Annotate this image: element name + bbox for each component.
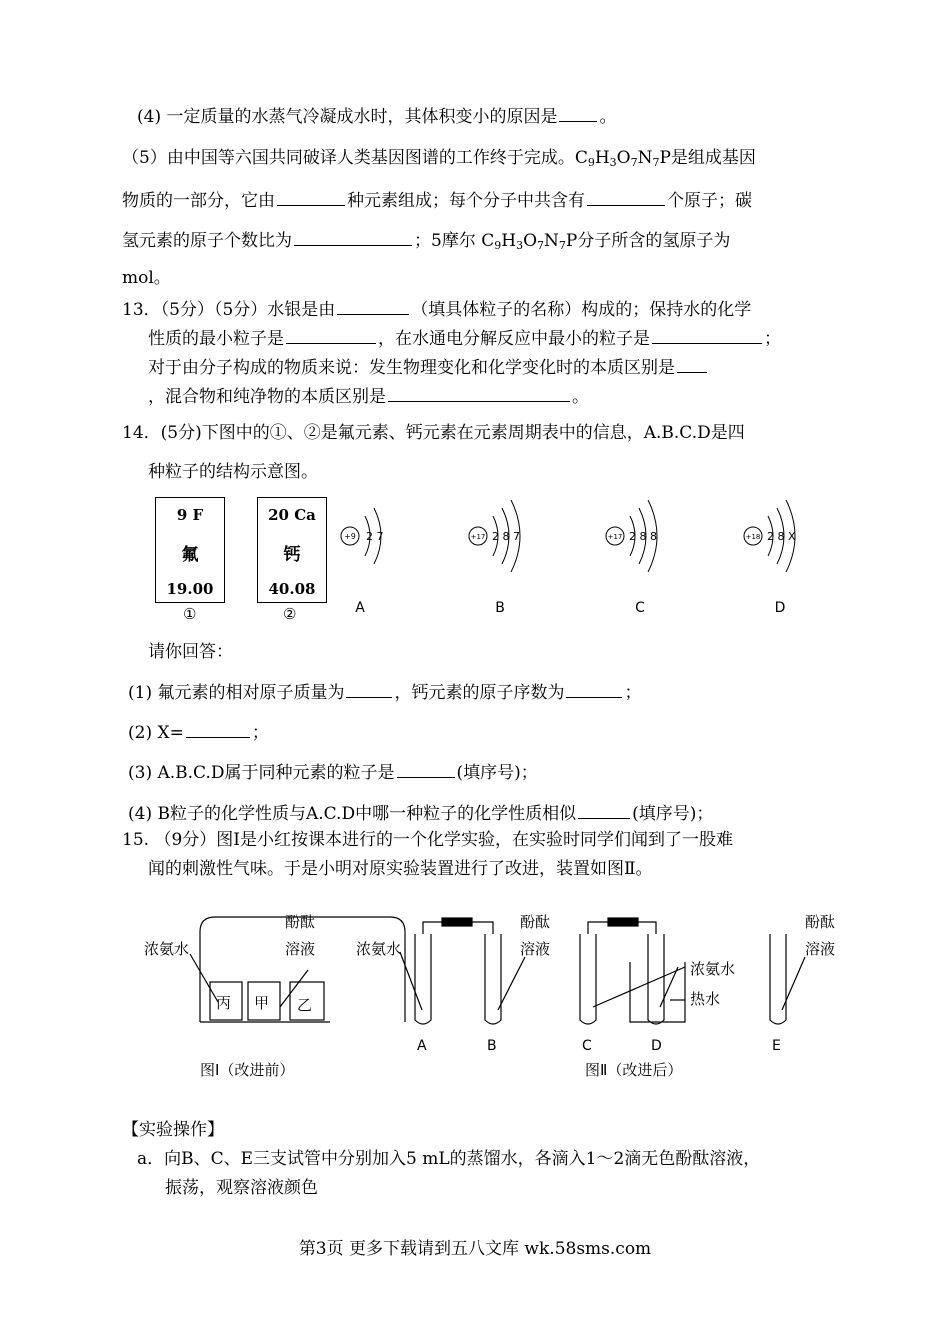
q15-op-a-line1: a．向B、C、E三支试管中分别加入5 mL的蒸馏水，各滴入1～2滴无色酚酞溶液， — [137, 1149, 761, 1169]
tube-B — [485, 934, 501, 1024]
shells-D: 2 8 X — [767, 530, 796, 543]
nucleus-C: +17 — [607, 533, 623, 541]
q15-op-title: 【实验操作】 — [122, 1120, 224, 1140]
q14-line2: 种粒子的结构示意图。 — [148, 462, 318, 482]
tube-C — [580, 934, 596, 1024]
fig2-caption: 图Ⅱ（改进后） — [585, 1061, 683, 1079]
fig1-bing: 丙 — [216, 994, 232, 1012]
q13-line1: 13．（5分）（5分）水银是由 （填具体粒子的名称）构成的；保持水的化学 — [122, 296, 751, 322]
element-mass: 19.00 — [166, 580, 214, 598]
q15-line2: 闻的刺激性气味。于是小明对原实验装置进行了改进，装置如图Ⅱ。 — [148, 859, 653, 879]
answer-blank[interactable] — [397, 759, 455, 778]
q14-sub4: (4) B粒子的化学性质与A.C.D中哪一种粒子的化学性质相似 (填序号)； — [128, 800, 713, 826]
q15-op-a-line2: 振荡，观察溶液颜色 — [165, 1178, 318, 1198]
fig2-pheno2: 溶液 — [520, 940, 551, 958]
fig1-jia: 甲 — [254, 994, 270, 1012]
answer-blank[interactable] — [559, 103, 597, 122]
q12-part5-line1: （5）由中国等六国共同破译人类基因图谱的工作终于完成。$C_9H_3O_7N_7P$是组成基因 — [122, 148, 756, 169]
answer-blank[interactable] — [277, 187, 345, 206]
nucleus-B: +17 — [470, 533, 486, 541]
page-footer: 第3页 更多下载请到五八文库 wk.58sms.com — [298, 1239, 652, 1259]
fig2-ammonia: 浓氨水 — [356, 940, 402, 958]
label-tube-A: A — [417, 1038, 427, 1054]
element-number-symbol: 9 F — [176, 506, 204, 524]
label-tube-B: B — [487, 1038, 497, 1054]
fig2-ammonia2: 浓氨水 — [690, 960, 736, 978]
label-tube-D: D — [651, 1038, 662, 1054]
answer-blank[interactable] — [652, 325, 762, 344]
fig1-pheno1: 酚酞 — [285, 913, 316, 931]
fig2-pheno1: 酚酞 — [520, 913, 551, 931]
q14-line1: 14．(5分)下图中的①、②是氟元素、钙元素在元素周期表中的信息，A.B.C.D是四 — [122, 423, 745, 443]
label-C: C — [635, 600, 645, 616]
q14-sub1: (1) 氟元素的相对原子质量为 ，钙元素的原子序数为 ； — [128, 679, 641, 705]
answer-blank[interactable] — [346, 679, 392, 698]
element-mass: 40.08 — [268, 580, 316, 598]
atom-B — [469, 500, 520, 616]
element-number-symbol: 20 Ca — [268, 506, 316, 524]
answer-blank[interactable] — [337, 296, 409, 315]
fig2-pheno1-e: 酚酞 — [805, 913, 836, 931]
answer-blank[interactable] — [578, 800, 630, 819]
element-name: 钙 — [283, 545, 301, 565]
answer-blank[interactable] — [587, 187, 665, 206]
q14-ask: 请你回答： — [148, 642, 233, 662]
label-D: D — [774, 600, 786, 616]
atom-A — [341, 508, 384, 616]
label-2: ② — [283, 605, 297, 623]
fig2-hotwater: 热水 — [690, 990, 721, 1008]
label-A: A — [355, 600, 365, 616]
answer-blank[interactable] — [566, 679, 622, 698]
element-card-fluorine — [155, 497, 225, 603]
atom-D — [744, 500, 796, 616]
q13-line2: 性质的最小粒子是 ，在水通电分解反应中最小的粒子是 ； — [148, 325, 781, 351]
fig2-pheno2-e: 溶液 — [805, 940, 836, 958]
atom-C — [606, 500, 657, 616]
answer-blank[interactable] — [388, 383, 570, 402]
q12-part4: (4) 一定质量的水蒸气冷凝成水时，其体积变小的原因是 。 — [137, 103, 616, 129]
q12-part5-line2: 物质的一部分，它由 种元素组成；每个分子中共含有 个原子；碳 — [122, 187, 752, 213]
shells-C: 2 8 8 — [629, 530, 657, 543]
nucleus-A: +9 — [344, 532, 356, 541]
nucleus-D: +18 — [745, 533, 761, 541]
experiment-figures — [130, 892, 860, 1092]
answer-blank[interactable] — [677, 354, 707, 373]
q15-line1: 15. （9分）图Ⅰ是小红按课本进行的一个化学实验，在实验时同学们闻到了一股难 — [122, 830, 733, 850]
label-1: ① — [183, 605, 197, 623]
shells-B: 2 8 7 — [492, 530, 520, 543]
q12-part5-line4: mol。 — [122, 268, 171, 288]
q14-sub2: (2) X= ； — [128, 719, 269, 745]
q13-line4: ，混合物和纯净物的本质区别是 。 — [148, 383, 589, 409]
fig1-yi: 乙 — [297, 996, 313, 1014]
atom-structure-diagrams — [330, 488, 850, 618]
label-tube-C: C — [582, 1038, 592, 1054]
fig1-caption: 图Ⅰ（改进前） — [200, 1061, 295, 1079]
figure-2 — [400, 918, 805, 1024]
label-B: B — [495, 600, 505, 616]
answer-blank[interactable] — [286, 325, 376, 344]
fig1-pheno2: 溶液 — [285, 940, 316, 958]
element-name: 氟 — [181, 545, 199, 565]
q14-sub3: (3) A.B.C.D属于同种元素的粒子是 (填序号)； — [128, 759, 538, 785]
tube-A — [415, 934, 431, 1024]
answer-blank[interactable] — [186, 719, 250, 738]
label-tube-E: E — [772, 1038, 781, 1054]
q13-line3: 对于由分子构成的物质来说：发生物理变化和化学变化时的本质区别是 — [148, 354, 709, 380]
shells-A: 2 7 — [366, 530, 384, 543]
fig1-ammonia: 浓氨水 — [144, 940, 190, 958]
answer-blank[interactable] — [294, 227, 412, 246]
tube-E — [770, 934, 786, 1024]
q12-part5-line3: 氢元素的原子个数比为 ；5摩尔 $C_9H_3O_7N_7P$分子所含的氢原子为 — [122, 227, 730, 258]
element-card-calcium — [257, 497, 327, 603]
